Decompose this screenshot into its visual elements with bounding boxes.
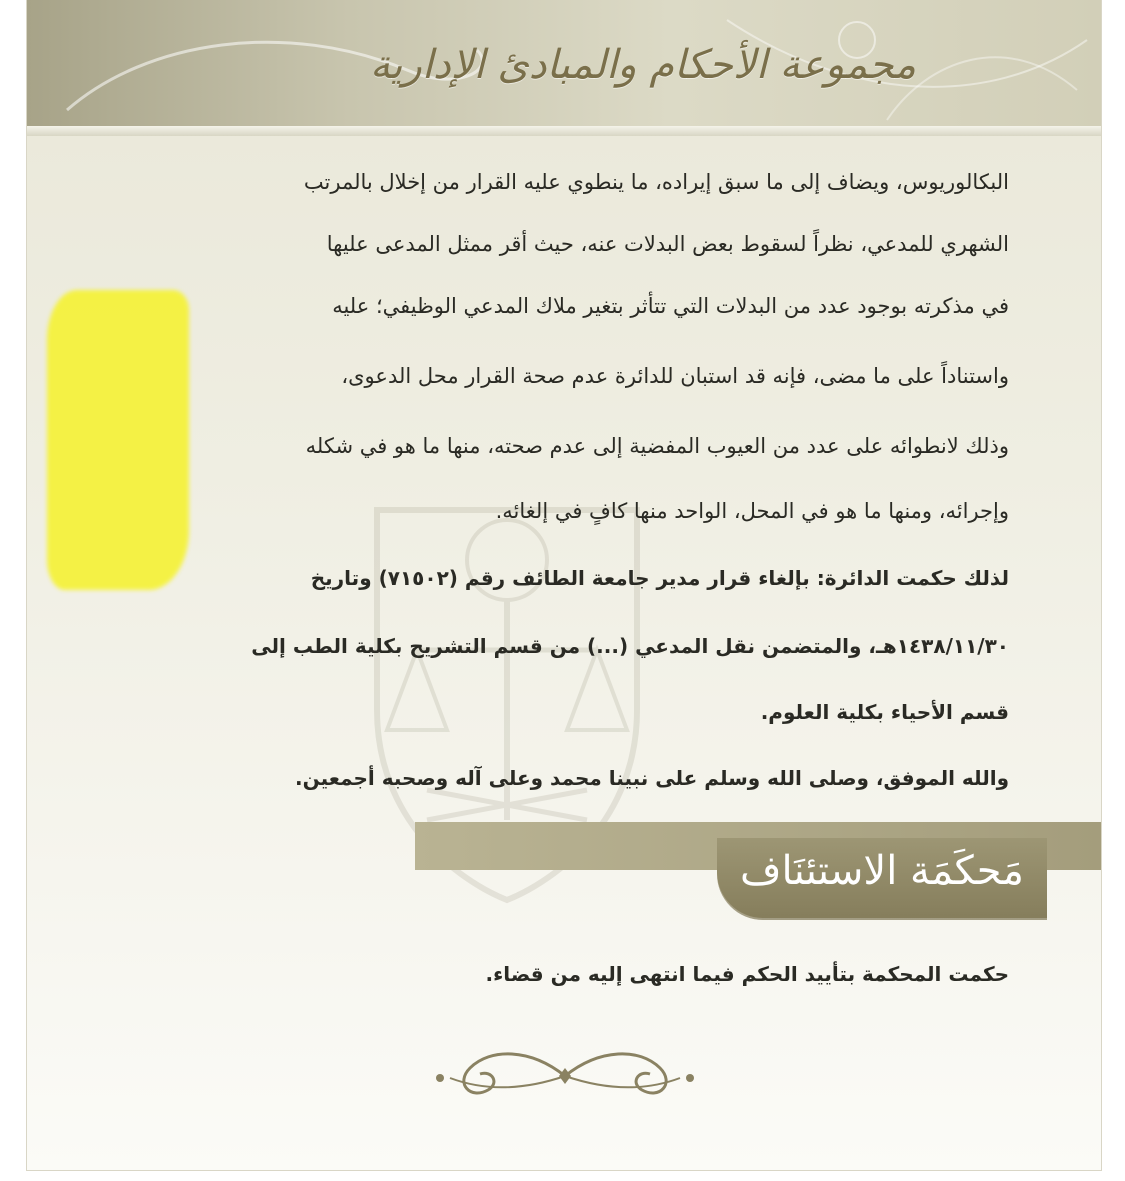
page-header — [27, 0, 1101, 126]
ruling-line: قسم الأحياء بكلية العلوم. — [760, 700, 1009, 724]
header-divider — [27, 126, 1101, 136]
appeal-section-header — [717, 838, 1047, 920]
appeal-section-title: مَحكَمَة الاستئنَاف — [740, 848, 1024, 894]
closing-line: والله الموفق، وصلى الله وسلم على نبينا محمد وعلى آله وصحبه أجمعين. — [295, 766, 1009, 790]
appeal-ruling-text: حكمت المحكمة بتأييد الحكم فيما انتهى إليه من قضاء. — [485, 962, 1009, 986]
closing-ornament — [430, 1038, 700, 1108]
body-line: الشهري للمدعي، نظراً لسقوط بعض البدلات عنه، حيث أقر ممثل المدعى عليها — [326, 232, 1009, 256]
ruling-line: ١٤٣٨/١١/٣٠هـ، والمتضمن نقل المدعي (...) من قسم التشريح بكلية الطب إلى — [251, 634, 1009, 658]
body-line: واستناداً على ما مضى، فإنه قد استبان للدائرة عدم صحة القرار محل الدعوى، — [341, 364, 1009, 388]
header-title: مجموعة الأحكام والمبادئ الإدارية — [369, 42, 916, 88]
ruling-line: لذلك حكمت الدائرة: بإلغاء قرار مدير جامعة الطائف رقم (٧١٥٠٢) وتاريخ — [310, 566, 1009, 590]
yellow-highlight-mark — [47, 290, 189, 590]
body-line: وذلك لانطوائه على عدد من العيوب المفضية إلى عدم صحته، منها ما هو في شكله — [305, 434, 1009, 458]
document-page — [26, 0, 1102, 1171]
body-line: وإجرائه، ومنها ما هو في المحل، الواحد منها كافٍ في إلغائه. — [495, 499, 1009, 523]
body-line: البكالوريوس، ويضاف إلى ما سبق إيراده، ما ينطوي عليه القرار من إخلال بالمرتب — [303, 170, 1009, 194]
body-line: في مذكرته بوجود عدد من البدلات التي تتأثر بتغير ملاك المدعي الوظيفي؛ عليه — [332, 294, 1009, 318]
